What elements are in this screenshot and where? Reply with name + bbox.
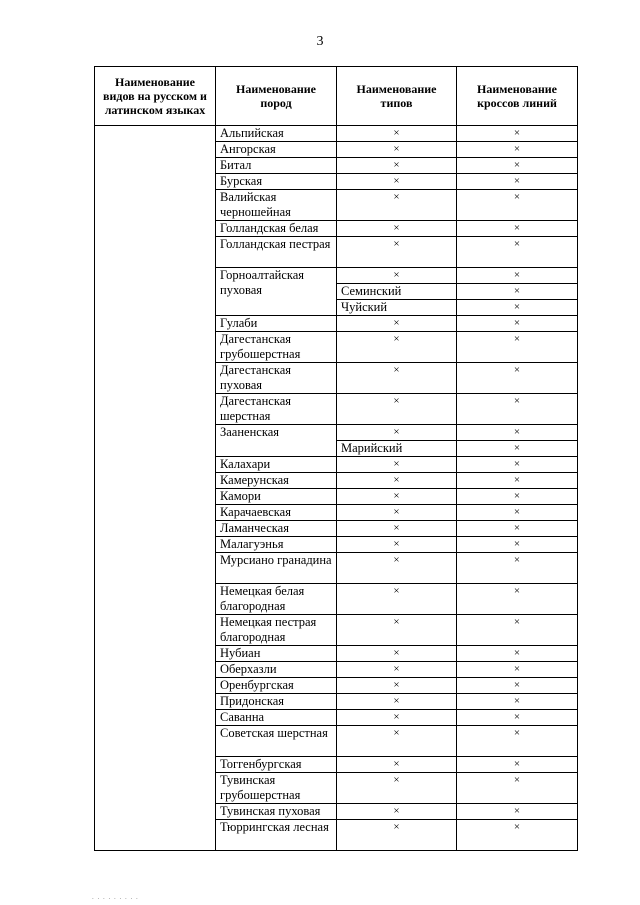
breed-name-cell: Битал [216, 158, 337, 174]
cross-mark-cell: × [457, 126, 578, 142]
type-mark-cell: × [337, 505, 457, 521]
type-mark-cell: × [337, 615, 457, 646]
breed-name-cell: Калахари [216, 457, 337, 473]
type-mark-cell: × [337, 394, 457, 425]
breed-name-cell: Советская шерстная [216, 726, 337, 757]
type-mark-cell: × [337, 142, 457, 158]
header-breeds: Наименование пород [216, 67, 337, 126]
breed-name-cell: Немецкая белая благородная [216, 584, 337, 615]
type-mark-cell: × [337, 237, 457, 268]
type-mark-cell: × [337, 726, 457, 757]
breed-name-cell: Тоггенбургская [216, 757, 337, 773]
cross-mark-cell: × [457, 537, 578, 553]
type-name-cell: Марийский [337, 441, 457, 457]
header-crosses: Наименование кроссов линий [457, 67, 578, 126]
cross-mark-cell: × [457, 694, 578, 710]
cross-mark-cell: × [457, 804, 578, 820]
breed-name-cell: Бурская [216, 174, 337, 190]
breed-name-cell: Оберхазли [216, 662, 337, 678]
header-types: Наименование типов [337, 67, 457, 126]
breed-name-cell: Тюррингская лесная [216, 820, 337, 851]
type-mark-cell: × [337, 757, 457, 773]
cross-mark-cell: × [457, 615, 578, 646]
cross-mark-cell: × [457, 284, 578, 300]
type-mark-cell: × [337, 584, 457, 615]
breed-name-cell: Камерунская [216, 473, 337, 489]
type-mark-cell: × [337, 489, 457, 505]
cross-mark-cell: × [457, 521, 578, 537]
cross-mark-cell: × [457, 820, 578, 851]
type-mark-cell: × [337, 646, 457, 662]
cross-mark-cell: × [457, 773, 578, 804]
breed-name-cell: Оренбургская [216, 678, 337, 694]
cross-mark-cell: × [457, 757, 578, 773]
cross-mark-cell: × [457, 190, 578, 221]
type-mark-cell: × [337, 332, 457, 363]
breed-name-cell: Немецкая пестрая благородная [216, 615, 337, 646]
cross-mark-cell: × [457, 662, 578, 678]
breed-name-cell: Голландская белая [216, 221, 337, 237]
type-mark-cell: × [337, 268, 457, 284]
type-mark-cell: × [337, 425, 457, 441]
type-mark-cell: × [337, 537, 457, 553]
breed-name-cell: Нубиан [216, 646, 337, 662]
breed-name-cell: Тувинская пуховая [216, 804, 337, 820]
breed-name-cell: Тувинская грубошерстная [216, 773, 337, 804]
cross-mark-cell: × [457, 441, 578, 457]
type-mark-cell: × [337, 316, 457, 332]
cross-mark-cell: × [457, 158, 578, 174]
header-species: Наименование видов на русском и латинском языках [95, 67, 216, 126]
species-cell [95, 126, 216, 851]
cross-mark-cell: × [457, 221, 578, 237]
table-body [95, 126, 578, 851]
breed-name-cell: Зааненская [216, 425, 337, 457]
cross-mark-cell: × [457, 584, 578, 615]
type-mark-cell: × [337, 773, 457, 804]
table-row [95, 126, 578, 142]
breed-name-cell: Ангорская [216, 142, 337, 158]
breed-name-cell: Дагестанская грубошерстная [216, 332, 337, 363]
type-mark-cell: × [337, 662, 457, 678]
cross-mark-cell: × [457, 473, 578, 489]
breed-name-cell: Придонская [216, 694, 337, 710]
cross-mark-cell: × [457, 678, 578, 694]
type-mark-cell: × [337, 804, 457, 820]
type-mark-cell: × [337, 457, 457, 473]
cross-mark-cell: × [457, 505, 578, 521]
type-mark-cell: × [337, 553, 457, 584]
cross-mark-cell: × [457, 316, 578, 332]
cross-mark-cell: × [457, 394, 578, 425]
breed-name-cell: Мурсиано гранадина [216, 553, 337, 584]
breed-name-cell: Голландская пестрая [216, 237, 337, 268]
type-mark-cell: × [337, 126, 457, 142]
type-mark-cell: × [337, 694, 457, 710]
footer-mark: . . . . . . . . . [92, 893, 139, 901]
breed-name-cell: Дагестанская пуховая [216, 363, 337, 394]
cross-mark-cell: × [457, 553, 578, 584]
cross-mark-cell: × [457, 457, 578, 473]
type-mark-cell: × [337, 710, 457, 726]
cross-mark-cell: × [457, 425, 578, 441]
type-mark-cell: × [337, 521, 457, 537]
breed-name-cell: Дагестанская шерстная [216, 394, 337, 425]
breed-name-cell: Малагуэнья [216, 537, 337, 553]
type-mark-cell: × [337, 158, 457, 174]
cross-mark-cell: × [457, 300, 578, 316]
type-mark-cell: × [337, 363, 457, 394]
cross-mark-cell: × [457, 646, 578, 662]
type-name-cell: Семинский [337, 284, 457, 300]
table-header-row [95, 67, 578, 126]
type-mark-cell: × [337, 174, 457, 190]
type-mark-cell: × [337, 221, 457, 237]
cross-mark-cell: × [457, 726, 578, 757]
cross-mark-cell: × [457, 363, 578, 394]
cross-mark-cell: × [457, 489, 578, 505]
breed-name-cell: Саванна [216, 710, 337, 726]
breed-name-cell: Карачаевская [216, 505, 337, 521]
type-mark-cell: × [337, 190, 457, 221]
breed-name-cell: Валийская черношейная [216, 190, 337, 221]
breed-name-cell: Ламанческая [216, 521, 337, 537]
cross-mark-cell: × [457, 332, 578, 363]
type-mark-cell: × [337, 473, 457, 489]
cross-mark-cell: × [457, 237, 578, 268]
breed-registry-table [94, 66, 578, 851]
type-mark-cell: × [337, 678, 457, 694]
breed-name-cell: Горноалтайская пуховая [216, 268, 337, 316]
type-name-cell: Чуйский [337, 300, 457, 316]
breed-name-cell: Камори [216, 489, 337, 505]
breed-name-cell: Альпийская [216, 126, 337, 142]
cross-mark-cell: × [457, 174, 578, 190]
breed-name-cell: Гулаби [216, 316, 337, 332]
page-number: 3 [316, 34, 324, 49]
cross-mark-cell: × [457, 268, 578, 284]
cross-mark-cell: × [457, 710, 578, 726]
type-mark-cell: × [337, 820, 457, 851]
cross-mark-cell: × [457, 142, 578, 158]
